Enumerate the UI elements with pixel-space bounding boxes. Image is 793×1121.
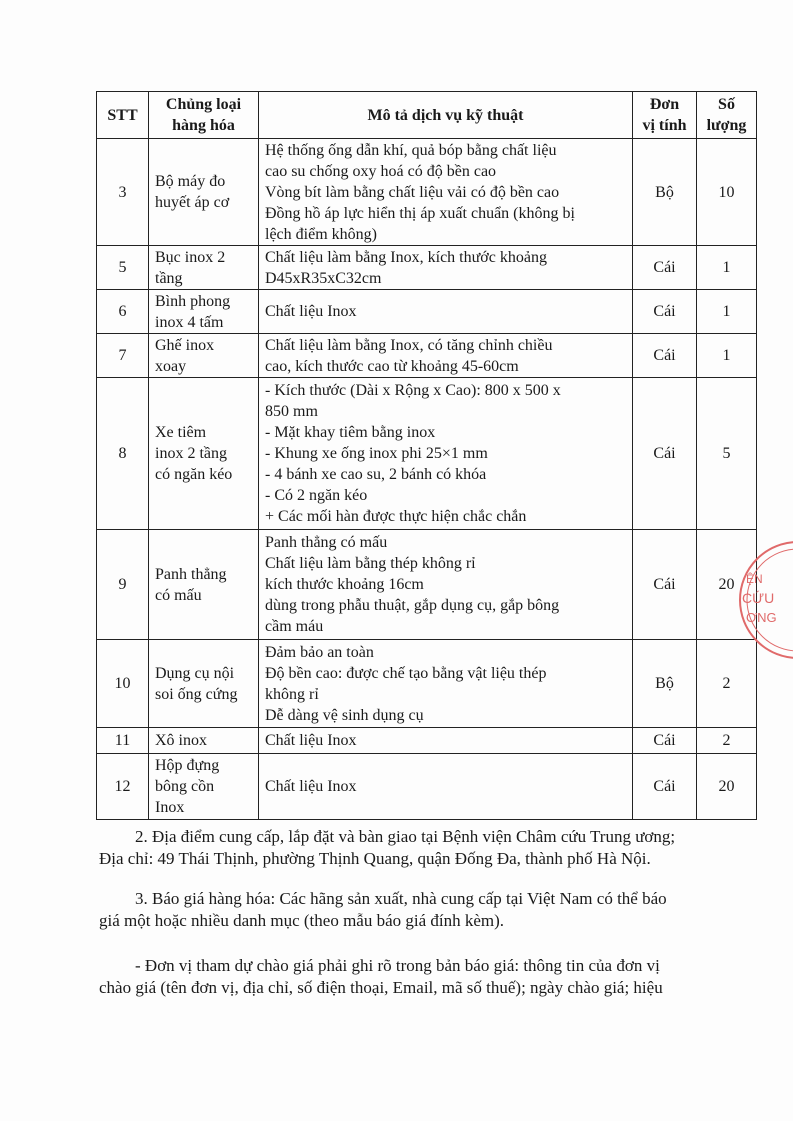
cell-desc [259, 530, 633, 640]
paragraph-line: chào giá (tên đơn vị, địa chỉ, số điện thoại, Email, mã số thuế); ngày chào giá; hiệu [99, 978, 663, 997]
paragraph-line: Địa chỉ: 49 Thái Thịnh, phường Thịnh Quang, quận Đống Đa, thành phố Hà Nội. [99, 849, 651, 868]
type-line: có mấu [155, 586, 202, 604]
cell-unit: Cái [633, 290, 697, 334]
delivery-location-paragraph [99, 826, 759, 870]
cell-unit: Bộ [633, 139, 697, 246]
cell-desc [259, 290, 633, 334]
cell-type [149, 728, 259, 754]
desc-line: Đồng hồ áp lực hiển thị áp xuất chuẩn (không bị [265, 204, 575, 222]
cell-type [149, 640, 259, 728]
cell-desc [259, 246, 633, 290]
desc-line: - 4 bánh xe cao su, 2 bánh có khóa [265, 466, 487, 483]
desc-line: Vòng bít làm bằng chất liệu vải có độ bền cao [265, 183, 560, 201]
cell-type [149, 334, 259, 378]
desc-line: Độ bền cao: được chế tạo bằng vật liệu thép [265, 664, 547, 682]
cell-desc [259, 754, 633, 820]
cell-stt: 6 [97, 290, 149, 334]
header-type-line: Chủng loại [165, 96, 242, 113]
cell-stt: 9 [97, 530, 149, 640]
cell-stt: 7 [97, 334, 149, 378]
paragraph-line: 3. Báo giá hàng hóa: Các hãng sản xuất, nhà cung cấp tại Việt Nam có thể báo [135, 889, 667, 908]
desc-line: dùng trong phẫu thuật, gắp dụng cụ, gắp bông [265, 597, 560, 614]
table-row [97, 728, 757, 754]
desc-line: + Các mối hàn được thực hiện chắc chắn [265, 508, 527, 525]
paragraph-line: - Đơn vị tham dự chào giá phải ghi rõ trong bản báo giá: thông tin của đơn vị [135, 956, 660, 975]
type-line: Inox [155, 799, 185, 816]
desc-line: cao su chống oxy hoá có độ bền cao [265, 162, 497, 180]
table-header-row [97, 92, 757, 139]
cell-unit: Cái [633, 334, 697, 378]
desc-line: cầm máu [265, 618, 324, 635]
bidder-requirements-paragraph [99, 955, 759, 999]
table-row [97, 378, 757, 530]
type-line: Xô inox [155, 732, 207, 749]
type-line: bông cồn [155, 778, 215, 795]
type-line: Bình phong [155, 292, 231, 310]
type-line: Bục inox 2 [155, 248, 226, 266]
desc-line: Chất liệu làm bằng Inox, có tăng chỉnh chiều [265, 336, 553, 354]
cell-desc [259, 728, 633, 754]
paragraph-line: 2. Địa điểm cung cấp, lắp đặt và bàn giao tại Bệnh viện Châm cứu Trung ương; [135, 827, 676, 846]
cell-unit: Cái [633, 754, 697, 820]
cell-type [149, 139, 259, 246]
header-unit [633, 92, 697, 139]
header-type [149, 92, 259, 139]
cell-qty: 2 [697, 640, 757, 728]
cell-qty: 1 [697, 246, 757, 290]
table-row [97, 246, 757, 290]
cell-desc [259, 139, 633, 246]
desc-line: - Kích thước (Dài x Rộng x Cao): 800 x 500 x [265, 382, 561, 399]
quotation-paragraph [99, 888, 759, 932]
cell-unit: Bộ [633, 640, 697, 728]
cell-desc [259, 378, 633, 530]
type-line: inox 4 tấm [155, 313, 224, 331]
header-stt: STT [97, 92, 149, 139]
cell-type [149, 290, 259, 334]
cell-desc [259, 334, 633, 378]
seal-text: ỆN [746, 572, 763, 586]
type-line: Xe tiêm [155, 424, 207, 441]
table-row [97, 640, 757, 728]
desc-line: D45xR35xC32cm [265, 269, 382, 287]
type-line: Dụng cụ nội [155, 664, 235, 682]
desc-line: 850 mm [265, 403, 318, 420]
type-line: inox 2 tầng [155, 445, 227, 462]
desc-line: Dễ dàng vệ sinh dụng cụ [265, 706, 424, 724]
desc-line: Chất liệu Inox [265, 778, 357, 795]
cell-unit: Cái [633, 246, 697, 290]
header-desc: Mô tả dịch vụ kỹ thuật [259, 92, 633, 139]
cell-type [149, 754, 259, 820]
paragraph-line: giá một hoặc nhiều danh mục (theo mẫu báo giá đính kèm). [99, 911, 505, 930]
cell-qty: 5 [697, 378, 757, 530]
cell-stt: 3 [97, 139, 149, 246]
header-unit-line: vị tính [642, 117, 687, 134]
type-line: Hộp đựng [155, 757, 220, 774]
seal-text: CỨU [742, 590, 775, 606]
header-qty-line: lượng [706, 117, 747, 134]
type-line: tầng [155, 269, 183, 287]
cell-unit: Cái [633, 378, 697, 530]
cell-qty: 2 [697, 728, 757, 754]
goods-table [96, 91, 757, 820]
desc-line: - Có 2 ngăn kéo [265, 487, 368, 504]
cell-unit: Cái [633, 728, 697, 754]
desc-line: Chất liệu làm bằng thép không rỉ [265, 555, 476, 572]
cell-qty: 10 [697, 139, 757, 246]
type-line: huyết áp cơ [155, 194, 230, 211]
header-type-line: hàng hóa [172, 117, 235, 134]
desc-line: Đảm bảo an toàn [265, 643, 374, 661]
cell-type [149, 530, 259, 640]
type-line: soi ống cứng [155, 685, 238, 703]
table-row [97, 754, 757, 820]
type-line: xoay [155, 357, 187, 375]
cell-desc [259, 640, 633, 728]
desc-line: - Khung xe ống inox phi 25×1 mm [265, 445, 488, 462]
table-row [97, 334, 757, 378]
cell-type [149, 378, 259, 530]
desc-line: lệch điểm không) [265, 225, 377, 243]
cell-stt: 12 [97, 754, 149, 820]
header-qty [697, 92, 757, 139]
cell-qty: 1 [697, 334, 757, 378]
type-line: Ghế inox [155, 336, 215, 354]
cell-qty: 20 [697, 530, 757, 640]
header-qty-line: Số [718, 96, 735, 113]
cell-stt: 11 [97, 728, 149, 754]
table-row [97, 139, 757, 246]
desc-line: Chất liệu Inox [265, 303, 357, 320]
desc-line: Chất liệu làm bằng Inox, kích thước khoảng [265, 248, 547, 266]
desc-line: cao, kích thước cao từ khoảng 45-60cm [265, 357, 519, 375]
desc-line: - Mặt khay tiêm bằng inox [265, 424, 436, 441]
desc-line: kích thước khoảng 16cm [265, 576, 424, 593]
desc-line: Hệ thống ống dẫn khí, quả bóp bằng chất liệu [265, 141, 557, 159]
cell-qty: 1 [697, 290, 757, 334]
cell-qty: 20 [697, 754, 757, 820]
desc-line: không rỉ [265, 685, 319, 703]
table-row [97, 290, 757, 334]
type-line: Bộ máy đo [155, 173, 226, 190]
desc-line: Panh thẳng có mấu [265, 534, 388, 551]
seal-text: ƠNG [746, 610, 777, 625]
header-unit-line: Đơn [649, 96, 680, 113]
cell-stt: 5 [97, 246, 149, 290]
cell-unit: Cái [633, 530, 697, 640]
cell-type [149, 246, 259, 290]
desc-line: Chất liệu Inox [265, 732, 357, 749]
cell-stt: 10 [97, 640, 149, 728]
type-line: Panh thẳng [155, 565, 227, 583]
table-row [97, 530, 757, 640]
cell-stt: 8 [97, 378, 149, 530]
type-line: có ngăn kéo [155, 466, 233, 483]
